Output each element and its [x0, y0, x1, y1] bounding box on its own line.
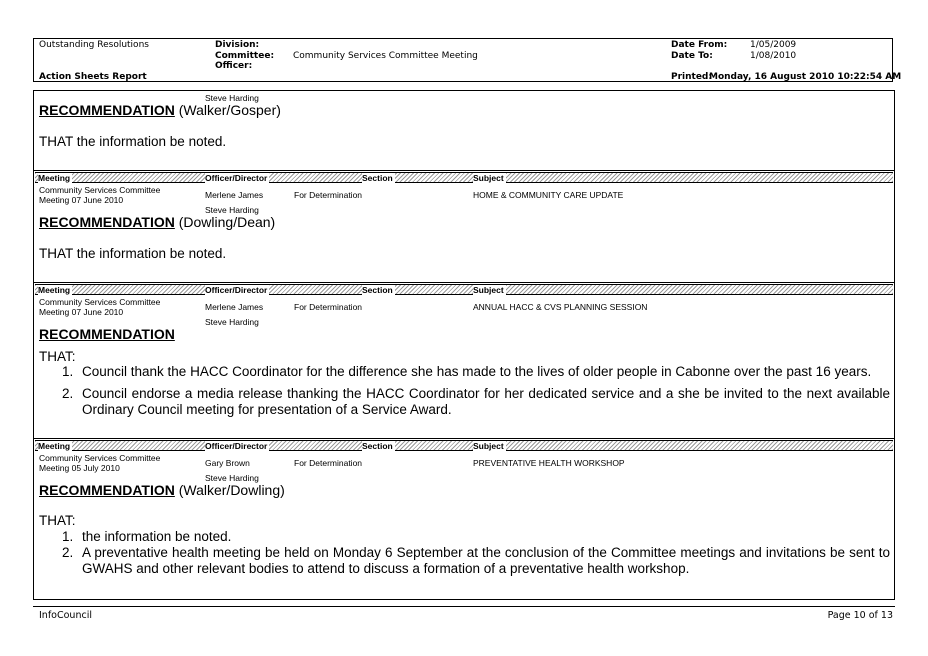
footer-app-name: InfoCouncil — [39, 610, 92, 621]
subject-value: PREVENTATIVE HEALTH WORKSHOP — [473, 458, 625, 468]
top-body: THAT the information be noted. — [39, 134, 227, 149]
recommendation — [39, 482, 285, 498]
recommendation — [39, 214, 275, 230]
point-text: Council thank the HACC Coordinator for the difference she has made to the lives of older people in Cabonne over the past 16 years. — [82, 364, 872, 379]
officer-name: Gary Brown — [205, 458, 250, 468]
col-section: Section — [362, 285, 393, 295]
footer-divider — [33, 606, 895, 607]
col-officer: Officer/Director — [205, 173, 268, 183]
meeting-line1: Community Services Committee — [39, 453, 161, 463]
resolutions-frame — [33, 90, 895, 600]
officer2-name: Steve Harding — [205, 205, 259, 215]
col-officer: Officer/Director — [205, 441, 268, 451]
section-value: For Determination — [294, 190, 363, 200]
subject-value: ANNUAL HACC & CVS PLANNING SESSION — [473, 302, 648, 312]
date-to-label: Date To: — [671, 51, 713, 61]
movers: (Walker/Gosper) — [178, 102, 281, 118]
division-label: Division: — [215, 40, 260, 50]
recommendation — [39, 326, 175, 342]
resolution-point — [62, 545, 890, 577]
section-value: For Determination — [294, 458, 363, 468]
meeting-line2: Meeting 07 June 2010 — [39, 307, 124, 317]
meeting-line1: Community Services Committee — [39, 297, 161, 307]
col-meeting: Meeting — [38, 441, 71, 451]
printed-value: Monday, 16 August 2010 10:22:54 AM — [709, 72, 902, 82]
point-number: 1. — [62, 364, 74, 379]
col-section: Section — [362, 173, 393, 183]
recommendation-heading: RECOMMENDATION — [39, 102, 175, 118]
recommendation-heading: RECOMMENDATION — [39, 326, 175, 342]
column-header-row — [35, 284, 893, 295]
point-number: 2. — [62, 545, 74, 560]
report-name: Outstanding Resolutions — [39, 40, 149, 50]
section-divider — [33, 170, 895, 171]
recommendation-heading: RECOMMENDATION — [39, 214, 175, 230]
col-subject: Subject — [473, 173, 504, 183]
resolution-point — [62, 529, 890, 545]
committee-value: Community Services Committee Meeting — [293, 51, 478, 61]
col-meeting: Meeting — [38, 173, 71, 183]
subject-value: HOME & COMMUNITY CARE UPDATE — [473, 190, 624, 200]
column-header-row — [35, 440, 893, 451]
point-text: Council endorse a media release thanking the HACC Coordinator for her dedicated service and a she be invited to the next available Ordinary Council meeting for presentation of a Service Award. — [82, 386, 890, 417]
recommendation-intro: THAT: — [39, 513, 76, 528]
date-to-value: 1/08/2010 — [750, 51, 797, 61]
officer2-name: Steve Harding — [205, 317, 259, 327]
recommendation-body: THAT the information be noted. — [39, 246, 227, 261]
recommendation-intro: THAT: — [39, 349, 76, 364]
col-subject: Subject — [473, 285, 504, 295]
movers: (Dowling/Dean) — [178, 214, 276, 230]
meeting-line2: Meeting 07 June 2010 — [39, 195, 124, 205]
meeting-line1: Community Services Committee — [39, 185, 161, 195]
date-from-label: Date From: — [671, 40, 728, 50]
point-text: the information be noted. — [82, 529, 232, 544]
point-number: 1. — [62, 529, 74, 544]
section-divider — [33, 438, 895, 439]
point-number: 2. — [62, 386, 74, 401]
point-text: A preventative health meeting be held on Monday 6 September at the conclusion of the Committee meetings and invitations be sent to GWAHS and other relevant bodies to attend to discuss a formation of a preventative health workshop. — [82, 545, 890, 576]
meeting-line2: Meeting 05 July 2010 — [39, 463, 120, 473]
col-officer: Officer/Director — [205, 285, 268, 295]
col-meeting: Meeting — [38, 285, 71, 295]
report-type: Action Sheets Report — [39, 72, 147, 82]
printed-label: Printed: — [671, 72, 712, 82]
col-section: Section — [362, 441, 393, 451]
page-number: Page 10 of 13 — [827, 610, 893, 621]
column-header-row — [35, 172, 893, 183]
recommendation-heading: RECOMMENDATION — [39, 482, 175, 498]
movers: (Walker/Dowling) — [178, 482, 285, 498]
top-recommendation — [39, 102, 281, 118]
officer-name: Merlene James — [205, 190, 264, 200]
top-officer2: Steve Harding — [205, 93, 259, 103]
officer-name: Merlene James — [205, 302, 264, 312]
committee-label: Committee: — [215, 51, 275, 61]
officer-label: Officer: — [215, 61, 253, 71]
resolution-point — [62, 364, 890, 380]
section-divider — [33, 282, 895, 283]
col-subject: Subject — [473, 441, 504, 451]
officer2-name: Steve Harding — [205, 473, 259, 483]
resolution-point — [62, 386, 890, 418]
date-from-value: 1/05/2009 — [750, 40, 797, 50]
section-value: For Determination — [294, 302, 363, 312]
